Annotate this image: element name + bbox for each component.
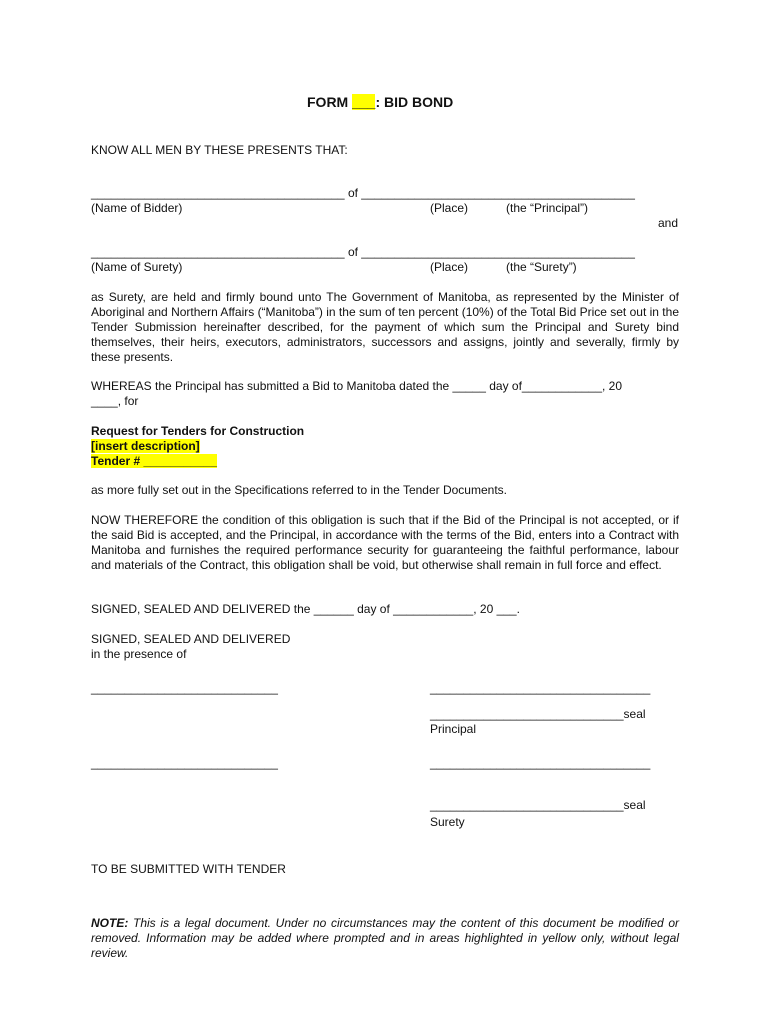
legal-note-label: NOTE: — [91, 916, 129, 930]
principal-fill-line: ______________________________________ of _________________________________________ — [91, 186, 635, 200]
surety-label: Surety — [430, 815, 465, 829]
presence-line-1: SIGNED, SEALED AND DELIVERED — [91, 632, 291, 646]
surety-signature-line: _________________________________ — [430, 756, 651, 770]
witness-signature-line-2: ____________________________ — [91, 756, 278, 770]
presence-line-2: in the presence of — [91, 647, 187, 661]
condition-paragraph: NOW THEREFORE the condition of this obligation is such that if the Bid of the Principal is not accepted, or if the said Bid is accepted, and the Principal, in accordance with the terms of the Bid, enters into a Contract with Manitoba and furnishes the required performance security for guaranteeing the faithful performance, labour and materials of the Contract, this obligation shall be void, but otherwise shall remain in full force and effect. — [91, 513, 679, 572]
surety-seal-line: _____________________________seal — [430, 798, 646, 812]
specifications-line: as more fully set out in the Specifications referred to in the Tender Documents. — [91, 483, 507, 497]
witness-signature-line-1: ____________________________ — [91, 681, 278, 695]
legal-note — [91, 916, 679, 961]
page-title — [307, 95, 453, 110]
surety-place-label: (Place) — [430, 260, 469, 274]
principal-seal-line: _____________________________seal — [430, 707, 646, 721]
principal-signature-line: _________________________________ — [430, 681, 651, 695]
title-prefix: FORM — [307, 94, 353, 110]
surety-role-label: (the “Surety”) — [506, 260, 577, 274]
signed-date-line: SIGNED, SEALED AND DELIVERED the ______ day of ____________, 20 ___. — [91, 602, 520, 616]
whereas-line-1: WHEREAS the Principal has submitted a Bid to Manitoba dated the _____ day of____________, 20 — [91, 379, 623, 393]
principal-label: Principal — [430, 722, 477, 736]
title-suffix: : BID BOND — [375, 94, 454, 110]
tender-description-placeholder: [insert description] — [91, 439, 200, 453]
principal-place-label: (Place) — [430, 201, 469, 215]
surety-fill-line: ______________________________________ of _________________________________________ — [91, 245, 635, 259]
bidder-name-label: (Name of Bidder) — [91, 201, 183, 215]
legal-note-text: This is a legal document. Under no circumstances may the content of this document be modified or removed. Information may be added where prompted and in areas highlighted in yellow only, without legal review. — [91, 916, 679, 960]
surety-name-label: (Name of Surety) — [91, 260, 183, 274]
tender-number-placeholder: Tender # ___________ — [91, 454, 217, 468]
principal-role-label: (the “Principal”) — [506, 201, 589, 215]
whereas-line-2: ____, for — [91, 394, 139, 408]
form-number-blank: ___ — [352, 94, 376, 110]
bound-paragraph: as Surety, are held and firmly bound unto The Government of Manitoba, as represented by the Minister of Aboriginal and Northern Affairs (“Manitoba”) in the sum of ten percent (10%) of the Total Bid Price set out in the Tender Submission hereinafter described, for the payment of which sum the Principal and Surety bind themselves, their heirs, executors, administrators, successors and assigns, jointly and severally, firmly by these presents. — [91, 290, 679, 364]
submit-with-tender-note: TO BE SUBMITTED WITH TENDER — [91, 862, 286, 876]
and-connector: and — [658, 216, 679, 230]
tender-heading: Request for Tenders for Construction — [91, 424, 305, 438]
intro-line: KNOW ALL MEN BY THESE PRESENTS THAT: — [91, 143, 348, 157]
